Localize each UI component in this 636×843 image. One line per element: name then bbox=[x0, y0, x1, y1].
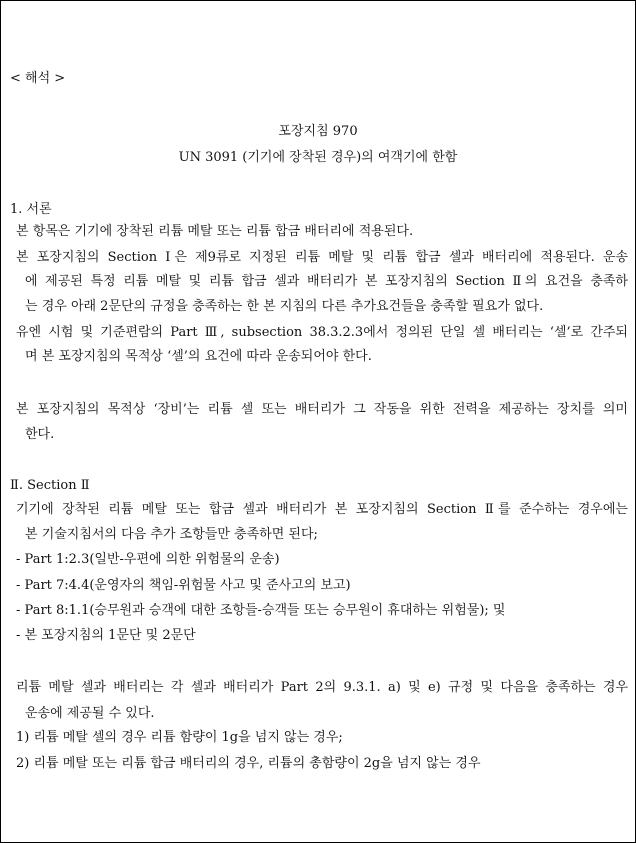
section1-paragraph-4-line-2: 한다. bbox=[25, 427, 55, 442]
section1-paragraph-2-line-1: 본 포장지침의 Section Ⅰ은 제9류로 지정된 리튬 메탈 및 리튬 합금 셀과 배터리에 적용된다. 운송 bbox=[16, 250, 628, 265]
section2-list-item: - Part 1:2.3(일반-우편에 의한 위험물의 운송) bbox=[16, 552, 280, 567]
section1-paragraph-4-line-1: 본 포장지침의 목적상 ‘장비’는 리튬 셀 또는 배터리가 그 작동을 위한 전력을 제공하는 장치를 의미 bbox=[16, 402, 628, 417]
section1-heading: 1. 서론 bbox=[10, 202, 52, 217]
section2-paragraph-2-line-2: 운송에 제공될 수 있다. bbox=[25, 706, 155, 721]
document-subtitle: UN 3091 (기기에 장착된 경우)의 여객기에 한함 bbox=[178, 150, 458, 165]
section2-paragraph-2-line-1: 리튬 메탈 셀과 배터리는 각 셀과 배터리가 Part 2의 9.3.1. a) 및 e) 규정 및 다음을 충족하는 경우 bbox=[16, 680, 628, 695]
document-title: 포장지침 970 bbox=[278, 124, 358, 139]
section1-paragraph-2-line-3: 는 경우 아래 2문단의 규정을 충족하는 한 본 지침의 다른 추가요건들을 충족할 필요가 없다. bbox=[25, 299, 544, 314]
note-label: < 해석 > bbox=[10, 71, 66, 86]
section2-condition-1: 1) 리튬 메탈 셀의 경우 리튬 함량이 1g을 넘지 않는 경우; bbox=[16, 730, 343, 745]
section2-list-item: - 본 포장지침의 1문단 및 2문단 bbox=[16, 628, 196, 643]
section2-intro-line-2: 본 기술지침서의 다음 추가 조항들만 충족하면 된다; bbox=[25, 527, 318, 542]
section2-list-item: - Part 7:4.4(운영자의 책임-위험물 사고 및 준사고의 보고) bbox=[16, 578, 351, 593]
section2-list-item: - Part 8:1.1(승무원과 승객에 대한 조항들-승객들 또는 승무원이 휴대하는 위험물); 및 bbox=[16, 603, 506, 618]
section2-intro-line-1: 기기에 장착된 리튬 메탈 또는 합금 셀과 배터리가 본 포장지침의 Section Ⅱ를 준수하는 경우에는 bbox=[16, 502, 628, 517]
section1-paragraph-2-line-2: 에 제공된 특정 리튬 메탈 및 리튬 합금 셀과 배터리가 본 포장지침의 Section Ⅱ의 요건을 충족하 bbox=[25, 274, 628, 289]
section2-heading: Ⅱ. Section Ⅱ bbox=[10, 478, 90, 493]
section1-paragraph-3-line-2: 며 본 포장지침의 목적상 ‘셀’의 요건에 따라 운송되어야 한다. bbox=[25, 349, 372, 364]
section1-paragraph-3-line-1: 유엔 시험 및 기준편람의 Part Ⅲ, subsection 38.3.2.3에서 정의된 단일 셀 배터리는 ‘셀’로 간주되 bbox=[16, 325, 628, 340]
section2-condition-2: 2) 리튬 메탈 또는 리튬 합금 배터리의 경우, 리튬의 총함량이 2g을 넘지 않는 경우 bbox=[16, 756, 481, 771]
section1-paragraph-1: 본 항목은 기기에 장착된 리튬 메탈 또는 리튬 합금 배터리에 적용된다. bbox=[16, 224, 414, 239]
